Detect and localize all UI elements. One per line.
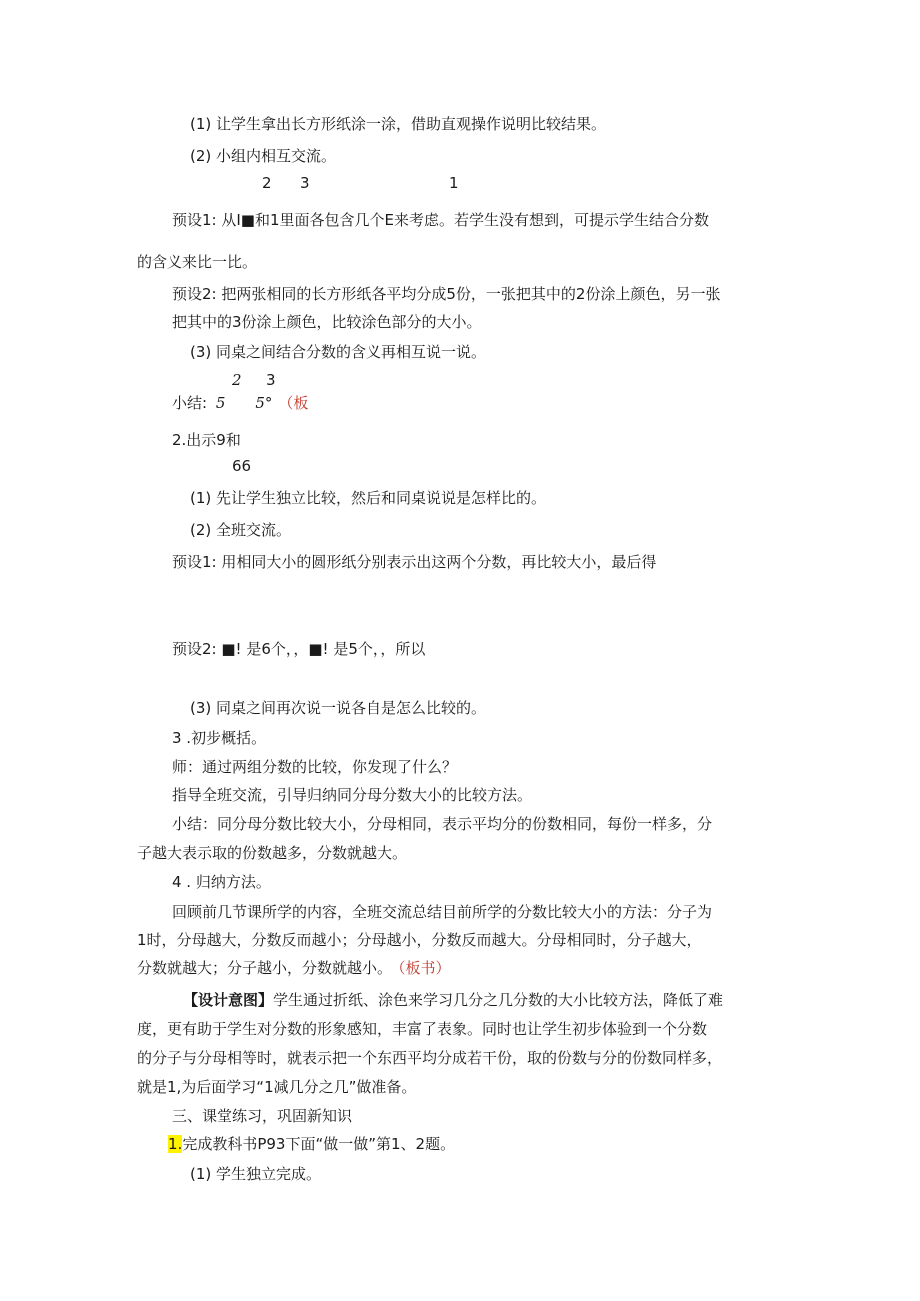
design-intent-line-c: 的分子与分母相等时，就表示把一个东西平均分成若干份，取的份数与分的份数同样多，	[137, 1049, 723, 1067]
preset-2-line-b: 把其中的3份涂上颜色，比较涂色部分的大小。	[172, 313, 482, 331]
review-board-note: （板书）	[398, 959, 451, 977]
exercise-1-step-1: (1) 学生独立完成。	[190, 1165, 322, 1183]
design-intent-line-d: 就是1,为后面学习“1减几分之几”做准备。	[137, 1078, 417, 1096]
exercise-1-number: 1.	[168, 1135, 183, 1153]
fraction-numerator-2: 2	[262, 174, 272, 192]
summary-2-line-b: 子越大表示取的份数越多，分数就越大。	[137, 844, 408, 862]
design-intent-line-a	[183, 990, 723, 1010]
review-line-c-text: 分数就越大；分子越小，分数就越小。	[137, 959, 393, 977]
summary-numerator-2: 2	[232, 371, 242, 389]
summary-denominator-5b: 5°	[255, 394, 273, 412]
review-line-b: 1时，分母越大，分数反而越小；分母越小，分数反而越大。分母相同时，分子越大，	[137, 931, 702, 949]
summary-2-line-a: 小结：同分母分数比较大小，分母相同，表示平均分的份数相同，每份一样多，分	[172, 815, 713, 833]
summary-denominator-5a: 5	[215, 394, 226, 412]
step-2-group-exchange: (2) 小组内相互交流。	[190, 147, 337, 165]
step-3-desk-mates: (3) 同桌之间结合分数的含义再相互说一说。	[190, 343, 487, 361]
section-4-method: 4 . 归纳方法。	[172, 873, 271, 891]
review-line-c	[137, 958, 451, 978]
board-note: （板	[278, 394, 309, 412]
fraction-numerator-1: 1	[449, 174, 459, 192]
step-1-paper-coloring: (1) 让学生拿出长方形纸涂一涂，借助直观操作说明比较结果。	[190, 115, 607, 133]
preset-1-line-a: 预设1: 从I■和1里面各包含几个E来考虑。若学生没有想到，可提示学生结合分数	[172, 211, 709, 229]
summary-label: 小结:	[172, 394, 212, 412]
teacher-question: 师：通过两组分数的比较，你发现了什么？	[172, 758, 458, 776]
design-intent-label: 【设计意图】	[183, 991, 274, 1009]
method-preset-1: 预设1: 用相同大小的圆形纸分别表示出这两个分数，再比较大小，最后得	[172, 553, 657, 571]
summary-row	[172, 393, 308, 413]
method-preset-2: 预设2: ■! 是6个，，■! 是5个，，所以	[172, 640, 426, 658]
method-step-1: (1) 先让学生独立比较，然后和同桌说说是怎样比的。	[190, 489, 547, 507]
summary-numerator-3: 3	[266, 371, 276, 389]
section-3-practice-heading: 三、课堂练习，巩固新知识	[172, 1107, 353, 1125]
design-intent-text-a: 学生通过折纸、涂色来学习几分之几分数的大小比较方法，降低了难	[273, 991, 724, 1009]
method-step-3: (3) 同桌之间再次说一说各自是怎么比较的。	[190, 699, 487, 717]
design-intent-line-b: 度，更有助于学生对分数的形象感知，丰富了表象。同时也让学生初步体验到一个分数	[137, 1020, 708, 1038]
show-fractions-heading: 2.出示9和	[172, 431, 241, 449]
preset-2-line-a: 预设2: 把两张相同的长方形纸各平均分成5份，一张把其中的2份涂上颜色，另一张	[172, 285, 721, 303]
fraction-numerator-3: 3	[300, 174, 310, 192]
exercise-1	[168, 1134, 455, 1154]
exercise-1-text: 完成教科书P93下面“做一做”第1、2题。	[182, 1135, 456, 1153]
method-step-2: (2) 全班交流。	[190, 521, 292, 539]
guide-line: 指导全班交流，引导归纳同分母分数大小的比较方法。	[172, 786, 533, 804]
review-line-a: 回顾前几节课所学的内容，全班交流总结目前所学的分数比较大小的方法：分子为	[172, 903, 713, 921]
preset-1-line-b: 的含义来比一比。	[137, 253, 258, 271]
section-3-preliminary-summary: 3 .初步概括。	[172, 729, 267, 747]
denominators-66: 66	[232, 457, 252, 475]
